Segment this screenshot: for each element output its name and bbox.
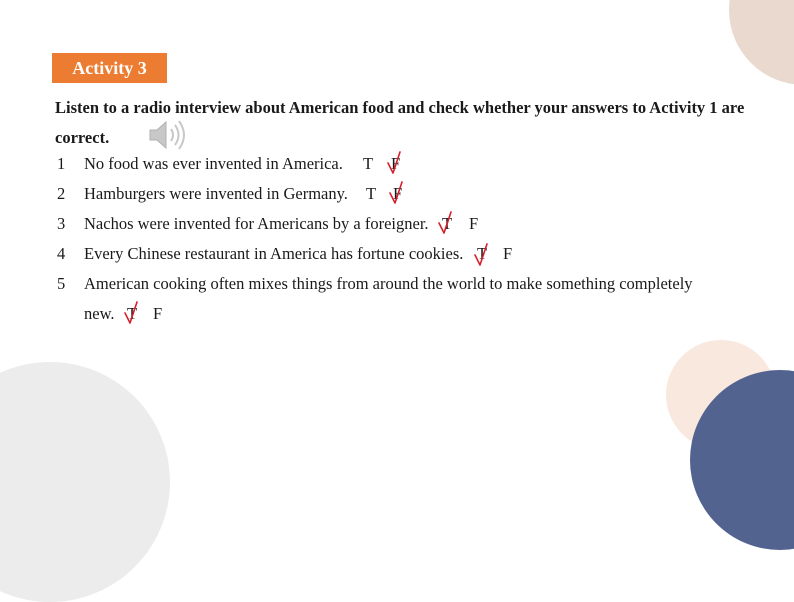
- option-false[interactable]: F: [503, 244, 513, 263]
- option-false[interactable]: F: [469, 214, 479, 233]
- check-mark-icon: [438, 211, 452, 235]
- option-true[interactable]: T: [127, 304, 138, 323]
- item-number: 1: [57, 154, 66, 173]
- option-false[interactable]: F: [393, 184, 403, 203]
- item-number: 5: [57, 274, 66, 293]
- option-true[interactable]: T: [366, 184, 377, 203]
- activity-badge: Activity 3: [52, 53, 167, 83]
- item-statement: Hamburgers were invented in Germany.: [84, 184, 348, 203]
- speaker-icon[interactable]: [147, 117, 187, 153]
- check-mark-icon: [387, 151, 401, 175]
- item-statement-line2: new.: [84, 304, 115, 323]
- option-false[interactable]: F: [153, 304, 163, 323]
- item-number: 4: [57, 244, 66, 263]
- item-statement-line1: American cooking often mixes things from around the world to make something completely: [84, 274, 693, 293]
- item-statement: No food was ever invented in America.: [84, 154, 343, 173]
- option-true[interactable]: T: [477, 244, 488, 263]
- option-true[interactable]: T: [442, 214, 453, 233]
- instruction-text: Listen to a radio interview about American food and check whether your answers to Activity 1 are correct.: [55, 98, 745, 147]
- item-number: 2: [57, 184, 66, 203]
- decorative-circle-top-right: [729, 0, 794, 85]
- item-number: 3: [57, 214, 66, 233]
- check-mark-icon: [474, 243, 488, 267]
- decorative-circle-bottom-left: [0, 362, 170, 602]
- option-true[interactable]: T: [363, 154, 374, 173]
- item-statement: Nachos were invented for Americans by a foreigner.: [84, 214, 429, 233]
- item-statement: Every Chinese restaurant in America has fortune cookies.: [84, 244, 464, 263]
- option-false[interactable]: F: [391, 154, 401, 173]
- check-mark-icon: [124, 301, 138, 325]
- check-mark-icon: [389, 181, 403, 205]
